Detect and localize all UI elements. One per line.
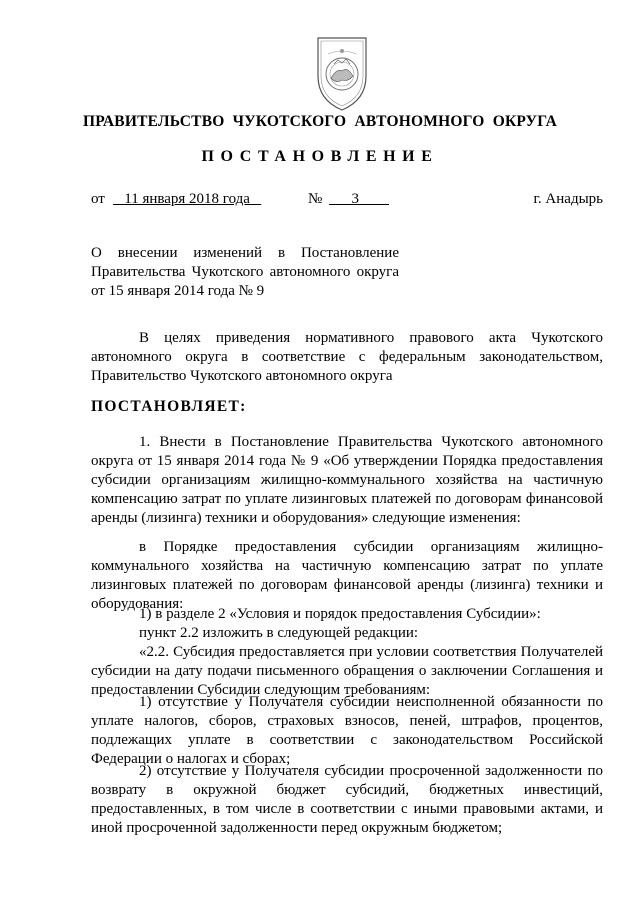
city-label: г. Анадырь [533, 191, 603, 207]
preamble-paragraph: В целях приведения нормативного правового акта Чукотского автономного округа в соответствие с федеральным законодательством, Правительство Чукотского автономного округа [91, 330, 603, 384]
body-paragraph: пункт 2.2 изложить в следующей редакции: [139, 625, 419, 641]
date-from-label: от [91, 191, 105, 207]
coat-of-arms-emblem [304, 30, 380, 114]
document-subject [91, 244, 399, 301]
body-paragraph: 1) отсутствие у Получателя субсидии неисполненной обязанности по уплате налогов, сборов, страховых взносов, пеней, штрафов, процентов, подлежащих уплате в соответствии с законодательством Российской Федерации о налогах и сборах; [91, 694, 603, 767]
government-title: ПРАВИТЕЛЬСТВО ЧУКОТСКОГО АВТОНОМНОГО ОКРУГА [82, 113, 558, 130]
document-type: ПОСТАНОВЛЕНИЕ [201, 148, 439, 165]
subject-line: Правительства Чукотского автономного округа [91, 264, 399, 280]
body-paragraph: «2.2. Субсидия предоставляется при условии соответствия Получателей субсидии на дату подачи письменного обращения о заключении Соглашения и предоставлении Субсидии следующим требованиям: [91, 644, 603, 698]
number-field: 3 [351, 191, 359, 207]
body-paragraph: 1. Внести в Постановление Правительства Чукотского автономного округа от 15 января 2014 года № 9 «Об утверждении Порядка предоставления субсидии организациям жилищно-коммунального хозяйства на частичную компенсацию затрат по уплате лизинговых платежей по договорам финансовой аренды (лизинга) техники и оборудования» следующие изменения: [91, 434, 603, 526]
meta-row [91, 191, 603, 211]
body-paragraph: в Порядке предоставления субсидии организациям жилищно-коммунального хозяйства на частичную компенсацию затрат по уплате лизинговых платежей по договорам финансовой аренды (лизинга) техники и оборудования: [91, 539, 603, 612]
number-label: № [308, 191, 323, 207]
date-field: 11 января 2018 года [124, 191, 250, 207]
resolves-heading: ПОСТАНОВЛЯЕТ: [91, 398, 247, 415]
body-paragraph: 2) отсутствие у Получателя субсидии просроченной задолженности по возврату в окружной бюджет субсидий, бюджетных инвестиций, предоставленных, в том числе в соответствии с иными правовыми актами, и иной просроченной задолженности перед окружным бюджетом; [91, 763, 603, 836]
body-paragraph: 1) в разделе 2 «Условия и порядок предоставления Субсидии»: [139, 606, 541, 622]
subject-line: от 15 января 2014 года № 9 [91, 283, 265, 299]
subject-line: О внесении изменений в Постановление [91, 245, 399, 261]
